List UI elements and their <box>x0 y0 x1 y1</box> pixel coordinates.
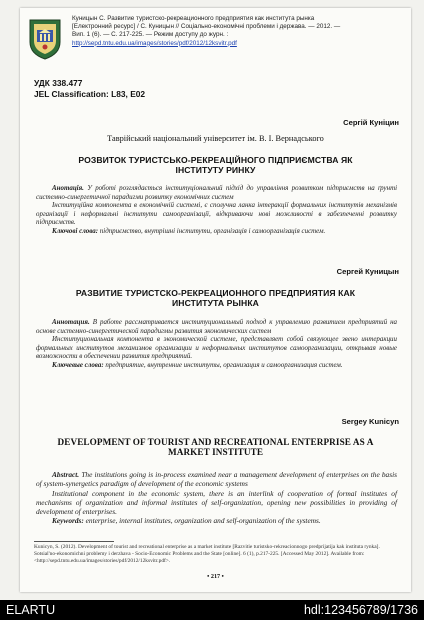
title-line: DEVELOPMENT OF TOURIST AND RECREATIONAL ENTERPRISE AS A <box>57 437 374 447</box>
citation-url-link[interactable]: http://sepd.tntu.edu.ua/images/stories/pdf/2012/12ksvitr.pdf <box>72 39 237 47</box>
university-crest-icon <box>26 16 64 60</box>
keywords-paragraph <box>36 227 397 236</box>
keywords-paragraph <box>36 516 397 525</box>
abstract-ru <box>36 318 397 370</box>
keywords-paragraph <box>36 361 397 370</box>
jel-code: JEL Classification: L83, E02 <box>34 89 146 99</box>
abstract-text: The institutions going is in-process examined near a management development of enterprises on the basis of system-synergetics paradigm of development of the economic systems <box>36 470 397 489</box>
citation-line: Куницын С. Развитие туристско-рекреационного предприятия как института рынка <box>72 15 315 22</box>
abstract-paragraph <box>36 184 397 201</box>
abstract-label: Анотація. <box>52 184 84 192</box>
title-en <box>42 437 389 458</box>
author-ru: Сергей Куницын <box>336 267 399 276</box>
abstract-paragraph <box>36 318 397 335</box>
title-line: РОЗВИТОК ТУРИСТСЬКО-РЕКРЕАЦІЙНОГО ПІДПРИЄМСТВА ЯК <box>78 155 353 165</box>
status-bar <box>0 600 424 620</box>
footer-citation: Kunicyn, S. (2012). Development of tourist and recreational enterprise as a market institute [Razvitie turistsko-rekreacionnogo predprijatija kak instituta rynka]. Sotsial'no-ekonomichni problemy i derzhava - Socio-Economic Problems and the State [online]. 6 (1), p.217-225. [Accessed May 2012]. Available from: <http://sepd.tntu.edu.ua/images/stories/pdf/2012/12ksvitr.pdf>. <box>34 544 380 564</box>
keywords-label: Keywords: <box>52 516 84 526</box>
title-ru <box>42 288 389 309</box>
citation-line: [Електронний ресурс] / С. Куницын // Соціально-економічні проблеми і держава. — 2012. — <box>72 23 341 31</box>
title-line: РАЗВИТИЕ ТУРИСТСКО-РЕКРЕАЦИОННОГО ПРЕДПРИЯТИЯ КАК <box>75 288 356 298</box>
abstract-paragraph: Інституційна компонента в економічній системі, є сполучна ланка інтеракції формальних інститутів механізмів організації і неформальні інститути самоорганізації, відкриваючи нові можливості в забезпеченні розвитку підприємств. <box>36 201 397 227</box>
handle-id: hdl:123456789/1736 <box>303 603 418 617</box>
keywords-text: підприємство, внутрішні інститути, організація і самоорганізація систем. <box>99 226 326 235</box>
classification-block <box>34 78 145 100</box>
keywords-label: Ключевые слова: <box>52 360 104 369</box>
abstract-en <box>36 470 397 526</box>
keywords-text: предприятие, внутренние институты, организация и самоорганизация систем. <box>105 360 343 369</box>
udc-code: УДК 338.477 <box>34 78 83 88</box>
repository-name: ELARTU <box>6 603 56 617</box>
abstract-text: В работе рассматривается институциональный подход к управлению развитием предприятий на основе системно-синергетической парадигмы развития экономических систем <box>36 318 398 335</box>
paper-page <box>20 8 411 592</box>
title-line: ИНСТИТУТА РЫНКА <box>171 298 259 309</box>
abstract-ua <box>36 184 397 236</box>
footnote-divider <box>34 541 114 542</box>
keywords-label: Ключові слова: <box>52 226 99 235</box>
abstract-paragraph <box>36 470 397 489</box>
keywords-text: enterprise, internal institutes, organization and self-organization of the systems. <box>85 516 321 526</box>
title-ua <box>42 155 389 176</box>
citation-line: Вип. 1 (6). — С. 217-225. — Режим доступу до журн. : <box>72 31 229 39</box>
citation-header <box>26 14 406 66</box>
abstract-label: Аннотация. <box>52 318 90 326</box>
abstract-label: Abstract. <box>52 470 80 479</box>
author-ua: Сергій Куніцин <box>343 118 399 127</box>
author-en: Sergey Kunicyn <box>341 417 399 426</box>
abstract-text: У роботі розглядається інституціональний підхід до управління розвитком підприємств на ґрунті системно-синергетичної парадигми розвитку економічних систем <box>36 184 398 201</box>
citation-text <box>72 15 402 48</box>
abstract-paragraph: Институциональная компонента в экономической системе, представляет собой связующее звено интеракции формальных институтов механизмов организации и неформальных институтов самоорганизации, открывая новые возможности в обеспечении развития предприятий. <box>36 335 397 361</box>
title-line: MARKET INSTITUTE <box>167 447 264 458</box>
page-number: • 217 • <box>207 573 224 580</box>
title-line: ІНСТИТУТУ РИНКУ <box>175 165 256 176</box>
affiliation: Таврійський національний університет ім. В. І. Вернадського <box>107 134 324 143</box>
abstract-paragraph: Institutional component in the economic system, there is an interlink of cooperation of formal institutes of mechanisms of organization and informal institutes of self-organization, opening new possibilities in providing of development of enterprises. <box>36 488 397 517</box>
